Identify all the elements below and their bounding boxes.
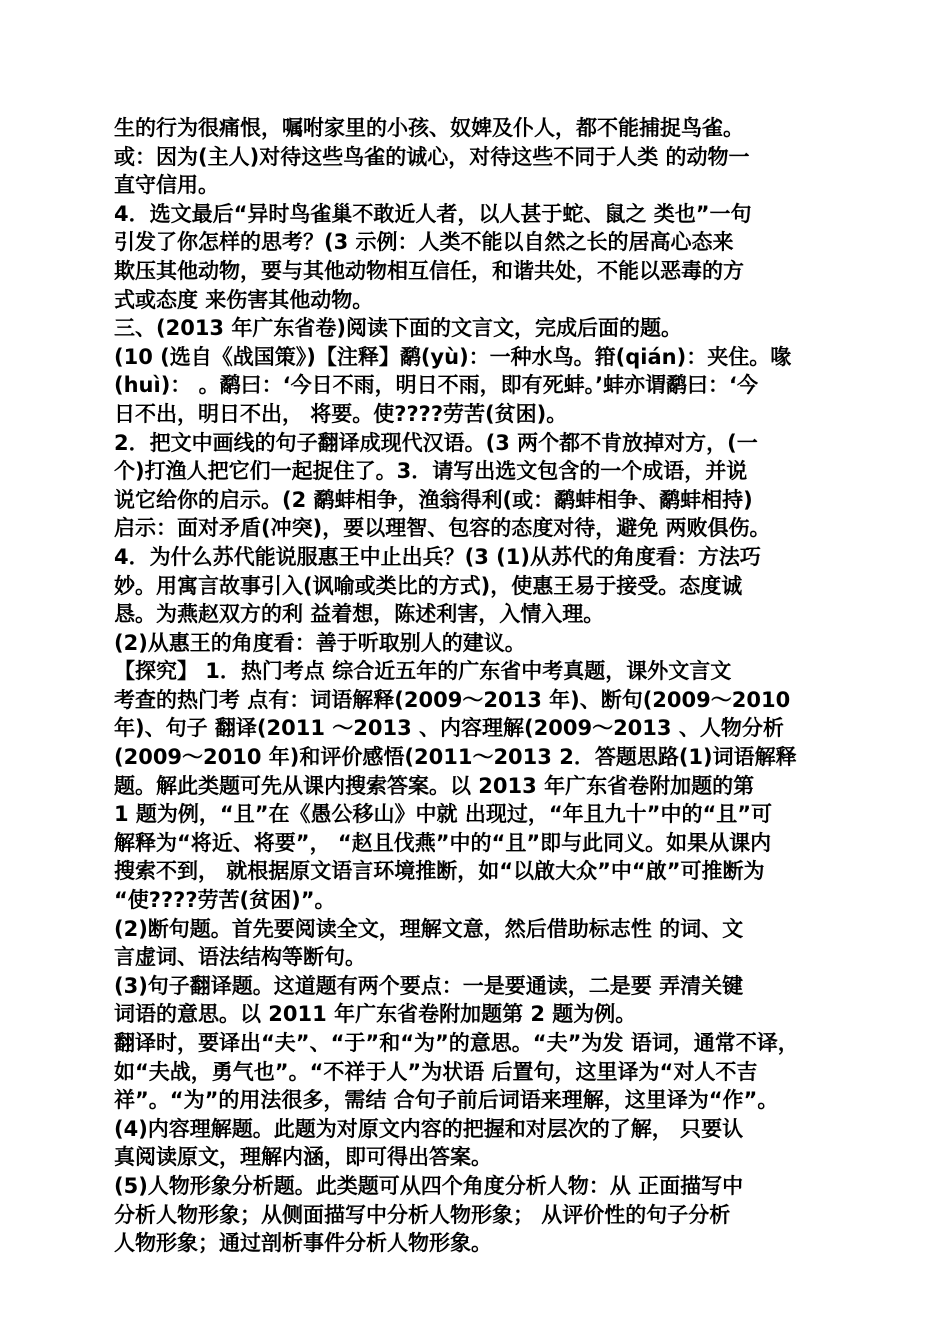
text-line: 或：因为(主人)对待这些鸟雀的诚心，对待这些不同于人类 的动物一 <box>114 144 750 169</box>
text-line: 分析人物形象；从侧面描写中分析人物形象； 从评价性的句子分析 <box>114 1202 731 1227</box>
text-line: (2)断句题。首先要阅读全文，理解文意，然后借助标志性 的词、文 <box>114 916 744 941</box>
text-line: 人物形象；通过剖析事件分析人物形象。 <box>114 1231 492 1256</box>
text-line: 真阅读原文，理解内涵，即可得出答案。 <box>114 1145 492 1170</box>
text-line: 词语的意思。以 2011 年广东省卷附加题第 2 题为例。 <box>114 1002 637 1027</box>
text-line: 生的行为很痛恨，嘱咐家里的小孩、奴婢及仆人，都不能捕捉鸟雀。 <box>114 116 744 140</box>
text-line: 欺压其他动物，要与其他动物相互信任，和谐共处，不能以恶毒的方 <box>114 258 744 283</box>
text-line: (2)从惠王的角度看：善于听取别人的建议。 <box>114 630 526 655</box>
text-line: 如“夫战，勇气也”。“不祥于人”为状语 后置句，这里译为“对人不吉 <box>114 1059 758 1084</box>
text-line: 1 题为例，“且”在《愚公移山》中就 出现过，“年且九十”中的“且”可 <box>114 802 773 827</box>
text-line: 直守信用。 <box>114 173 219 198</box>
document-body <box>114 114 844 1258</box>
text-line: 4．选文最后“异时鸟雀巢不敢近人者，以人甚于蛇、鼠之 类也”一句 <box>114 201 752 226</box>
text-line: 言虚词、语法结构等断句。 <box>114 945 366 970</box>
text-line: 启示：面对矛盾(冲突)，要以理智、包容的态度对待，避免 两败俱伤。 <box>114 516 771 541</box>
text-line: 翻译时，要译出“夫”、“于”和“为”的意思。“夫”为发 语词，通常不译， <box>114 1031 799 1055</box>
text-line: 妙。用寓言故事引入(讽喻或类比的方式)，使惠王易于接受。态度诚 <box>114 573 743 598</box>
text-line: (2009～2010 年)和评价感悟(2011～2013 2．答题思路(1)词语解释 <box>114 745 797 770</box>
text-line: 4．为什么苏代能说服惠王中止出兵？(3 (1)从苏代的角度看：方法巧 <box>114 544 761 569</box>
text-line: (4)内容理解题。此题为对原文内容的把握和对层次的了解， 只要认 <box>114 1116 744 1141</box>
text-line: (3)句子翻译题。这道题有两个要点：一是要通读，二是要 弄清关键 <box>114 973 744 998</box>
text-line: 祥”。“为”的用法很多，需结 合句子前后词语来理解，这里译为“作”。 <box>114 1088 779 1113</box>
text-line: 搜索不到， 就根据原文语言环境推断，如“以啟大众”中“啟”可推断为 <box>114 859 765 884</box>
text-line: 解释为“将近、将要”， “赵且伐燕”中的“且”即与此同义。如果从课内 <box>114 830 772 855</box>
text-line: (huì)： 。鹬曰：‘今日不雨，明日不雨，即有死蚌。’蚌亦谓鹬曰：‘今 <box>114 373 759 398</box>
text-line: 个)打渔人把它们一起捉住了。3．请写出选文包含的一个成语，并说 <box>114 459 748 484</box>
text-line: 考查的热门考 点有：词语解释(2009～2013 年)、断句(2009～2010 <box>114 687 791 712</box>
text-line: “使????劳苦(贫困)”。 <box>114 888 336 913</box>
text-line: 2．把文中画线的句子翻译成现代汉语。(3 两个都不肯放掉对方，(一 <box>114 430 758 455</box>
text-line: 题。解此类题可先从课内搜索答案。以 2013 年广东省卷附加题的第 <box>114 773 755 798</box>
text-line: 引发了你怎样的思考？(3 示例：人类不能以自然之长的居高心态来 <box>114 230 734 255</box>
text-line: 恳。为燕赵双方的利 益着想，陈述利害，入情入理。 <box>114 602 605 627</box>
text-line: 式或态度 来伤害其他动物。 <box>114 287 374 312</box>
text-line: 三、(2013 年广东省卷)阅读下面的文言文，完成后面的题。 <box>114 316 682 341</box>
text-line: 说它给你的启示。(2 鹬蚌相争，渔翁得利(或：鹬蚌相争、鹬蚌相持) <box>114 487 753 512</box>
text-line: 日不出，明日不出， 将要。使????劳苦(贫困)。 <box>114 401 568 426</box>
text-line: (10 (选自《战国策》)【注释】鹬(yù)：一种水鸟。箝(qián)：夹住。喙 <box>114 344 792 369</box>
text-line: 【探究】 1．热门考点 综合近五年的广东省中考真题，课外文言文 <box>114 659 732 684</box>
text-line: 年)、句子 翻译(2011 ～2013 、内容理解(2009～2013 、人物分析 <box>114 716 784 741</box>
text-line: (5)人物形象分析题。此类题可从四个角度分析人物：从 正面描写中 <box>114 1173 744 1198</box>
